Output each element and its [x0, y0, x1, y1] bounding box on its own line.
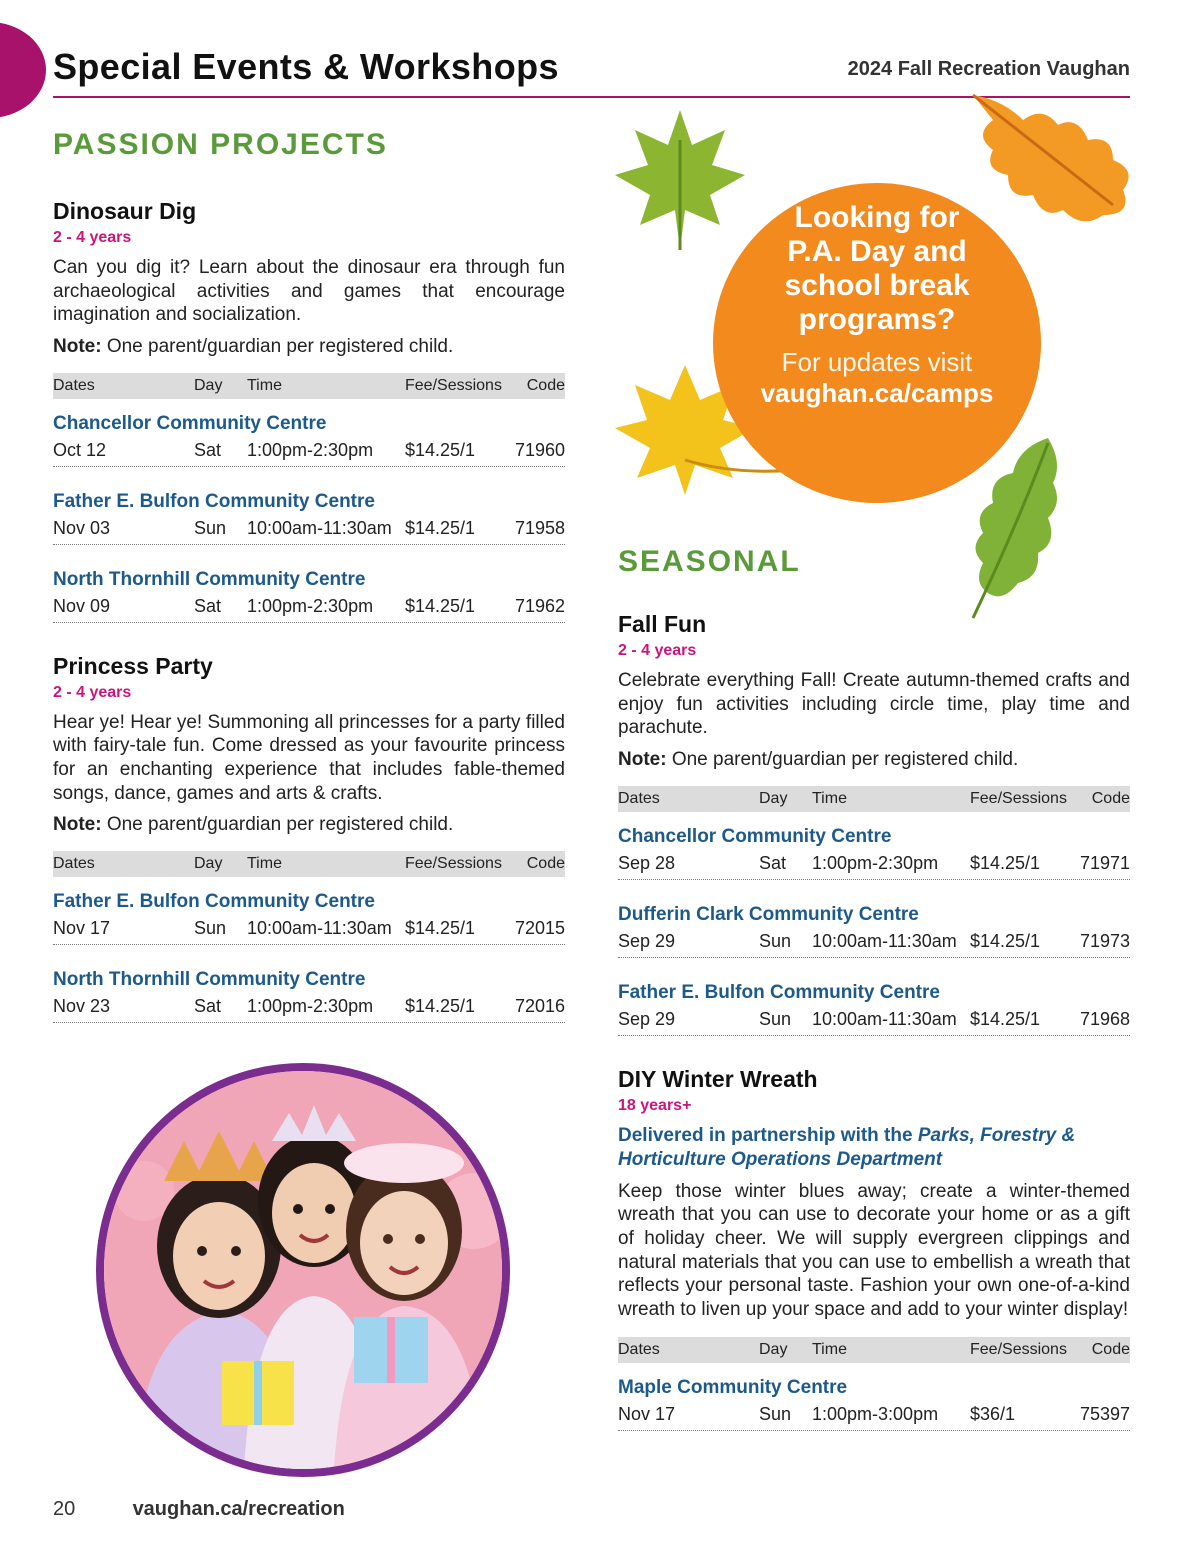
- col-dates: Dates: [618, 789, 660, 807]
- session-date: Nov 17: [618, 1404, 676, 1425]
- col-day: Day: [194, 855, 223, 873]
- age-range: 2 - 4 years: [53, 229, 132, 246]
- partnership-note: [618, 1124, 1130, 1172]
- col-dates: Dates: [618, 1341, 660, 1359]
- session-time: 10:00am-11:30am: [247, 918, 392, 939]
- col-code: Code: [526, 855, 565, 873]
- table-header: [53, 373, 565, 399]
- col-code: Code: [526, 376, 565, 394]
- table-header: [53, 851, 565, 877]
- col-code: Code: [1091, 1341, 1130, 1359]
- left-column: [53, 128, 565, 1051]
- program-princess-party: [53, 651, 565, 1023]
- table-row: [618, 1401, 1130, 1431]
- col-code: Code: [1091, 789, 1130, 807]
- session-fee: $14.25/1: [405, 439, 476, 460]
- promo-subtitle: For updates visit: [781, 347, 973, 377]
- location-name: Chancellor Community Centre: [618, 825, 892, 847]
- location-name: Dufferin Clark Community Centre: [618, 903, 919, 925]
- program-title: DIY Winter Wreath: [618, 1065, 818, 1092]
- session-code: 71958: [514, 517, 565, 538]
- session-date: Sep 28: [618, 852, 676, 873]
- session-date: Sep 29: [618, 1008, 676, 1029]
- program-note: [53, 335, 565, 359]
- location-name: North Thornhill Community Centre: [53, 568, 366, 590]
- session-day: Sat: [194, 595, 222, 616]
- promo-title: [713, 201, 1041, 337]
- location-name: Father E. Bulfon Community Centre: [618, 981, 940, 1003]
- session-day: Sun: [194, 918, 227, 939]
- session-time: 1:00pm-3:00pm: [812, 1404, 939, 1425]
- program-title: Fall Fun: [618, 611, 707, 637]
- col-day: Day: [194, 376, 223, 394]
- age-range: 2 - 4 years: [53, 683, 132, 701]
- session-day: Sat: [194, 996, 222, 1017]
- session-fee: $36/1: [970, 1404, 1016, 1425]
- note-text: One parent/guardian per registered child.: [666, 748, 1019, 770]
- session-day: Sun: [759, 1404, 792, 1425]
- program-diy-winter-wreath: [618, 1064, 1130, 1432]
- col-time: Time: [247, 855, 282, 873]
- program-description: Keep those winter blues away; create a winter-themed wreath that you can use to decorate your home or as a gift of holiday cheer. We will supply evergreen clippings and natural materials that you can use to embellish a wreath that reflects your personal taste. Fashion your own one-of-a-kind wreath to liven up your space and add to your winter display!: [618, 1180, 1130, 1320]
- session-time: 1:00pm-2:30pm: [247, 595, 374, 616]
- note-text: One parent/guardian per registered child.: [101, 814, 454, 836]
- program-title: Dinosaur Dig: [53, 198, 197, 224]
- col-fee: Fee/Sessions: [405, 855, 502, 873]
- footer-url-link[interactable]: vaughan.ca/recreation: [132, 1498, 345, 1520]
- promo-line: Looking for: [794, 201, 960, 234]
- session-fee: $14.25/1: [970, 1008, 1041, 1029]
- session-day: Sat: [194, 439, 222, 460]
- table-row: [53, 993, 565, 1023]
- right-column: [618, 545, 1130, 1459]
- session-code: 71968: [1079, 1008, 1130, 1029]
- session-day: Sun: [759, 1008, 792, 1029]
- session-time: 1:00pm-2:30pm: [247, 439, 374, 460]
- note-label: Note:: [618, 748, 667, 770]
- promo-line: school break: [784, 269, 970, 302]
- age-range: 2 - 4 years: [618, 642, 697, 659]
- session-time: 1:00pm-2:30pm: [247, 996, 374, 1017]
- table-row: [53, 515, 565, 545]
- session-date: Nov 17: [53, 918, 111, 939]
- program-title: Princess Party: [53, 652, 213, 679]
- col-time: Time: [247, 376, 282, 394]
- col-fee: Fee/Sessions: [970, 789, 1067, 807]
- program-note: [618, 748, 1130, 772]
- table-header: [618, 786, 1130, 812]
- promo-line: programs?: [798, 303, 956, 336]
- note-text: One parent/guardian per registered child.: [101, 335, 454, 357]
- session-date: Oct 12: [53, 439, 107, 460]
- location-name: Father E. Bulfon Community Centre: [53, 891, 375, 913]
- page-number: 20: [53, 1498, 76, 1520]
- promo-line: P.A. Day and: [787, 235, 967, 268]
- corner-tab-decoration: [0, 22, 46, 118]
- session-code: 71973: [1079, 930, 1130, 951]
- location-name: Father E. Bulfon Community Centre: [53, 490, 375, 512]
- page-title: Special Events & Workshops: [53, 46, 559, 87]
- page-footer: [53, 1498, 345, 1521]
- program-description: Celebrate everything Fall! Create autumn-themed crafts and enjoy fun activities including circle time, play time and parachute.: [618, 670, 1130, 739]
- session-day: Sun: [759, 930, 792, 951]
- session-date: Nov 09: [53, 595, 111, 616]
- session-code: 75397: [1079, 1404, 1130, 1425]
- session-date: Nov 23: [53, 996, 111, 1017]
- program-dinosaur-dig: [53, 196, 565, 623]
- session-fee: $14.25/1: [405, 996, 476, 1017]
- col-fee: Fee/Sessions: [405, 376, 502, 394]
- session-fee: $14.25/1: [970, 930, 1041, 951]
- location-name: Maple Community Centre: [618, 1377, 848, 1399]
- session-date: Nov 03: [53, 517, 111, 538]
- note-label: Note:: [53, 335, 102, 357]
- program-description: Can you dig it? Learn about the dinosaur era through fun archaeological activities and games that encourage imagination and socialization.: [53, 257, 565, 326]
- session-time: 1:00pm-2:30pm: [812, 852, 939, 873]
- session-fee: $14.25/1: [405, 517, 476, 538]
- session-code: 72015: [514, 918, 565, 939]
- session-day: Sat: [759, 852, 787, 873]
- section-heading-seasonal: SEASONAL: [618, 545, 801, 578]
- table-header: [618, 1337, 1130, 1363]
- session-fee: $14.25/1: [405, 918, 476, 939]
- table-row: [618, 928, 1130, 958]
- session-fee: $14.25/1: [405, 595, 476, 616]
- session-day: Sun: [194, 517, 227, 538]
- table-row: [618, 850, 1130, 880]
- col-time: Time: [812, 789, 847, 807]
- age-range: 18 years+: [618, 1096, 692, 1114]
- table-row: [53, 915, 565, 945]
- col-day: Day: [759, 1341, 788, 1359]
- section-heading-passion-projects: PASSION PROJECTS: [53, 128, 388, 161]
- session-time: 10:00am-11:30am: [812, 1008, 957, 1029]
- camps-promo-badge: [713, 183, 1041, 503]
- col-dates: Dates: [53, 376, 95, 394]
- col-fee: Fee/Sessions: [970, 1341, 1067, 1359]
- col-dates: Dates: [53, 855, 95, 873]
- princess-photo-illustration: [104, 1071, 502, 1469]
- location-name: North Thornhill Community Centre: [53, 969, 366, 991]
- session-fee: $14.25/1: [970, 852, 1041, 873]
- princess-photo: [96, 1063, 510, 1477]
- session-time: 10:00am-11:30am: [812, 930, 957, 951]
- partner-text: Delivered in partnership with the: [618, 1124, 918, 1146]
- session-code: 71962: [514, 595, 565, 616]
- publication-title: 2024 Fall Recreation Vaughan: [847, 58, 1130, 80]
- session-code: 71960: [514, 439, 565, 460]
- table-row: [53, 437, 565, 467]
- location-name: Chancellor Community Centre: [53, 412, 327, 434]
- program-note: [53, 813, 565, 837]
- program-fall-fun: [618, 609, 1130, 1036]
- session-code: 72016: [514, 996, 565, 1017]
- table-row: [53, 593, 565, 623]
- program-description: Hear ye! Hear ye! Summoning all princesses for a party filled with fairy-tale fun. Come dressed as your favourite princess for an enchanting experience that includes fable-themed songs, dance, games and arts & crafts.: [53, 711, 565, 804]
- session-code: 71971: [1079, 852, 1130, 873]
- session-time: 10:00am-11:30am: [247, 517, 392, 538]
- partner-department: Parks, Forestry & Horticulture Operations Department: [618, 1124, 1076, 1170]
- promo-url-link[interactable]: vaughan.ca/camps: [760, 378, 994, 408]
- col-day: Day: [759, 789, 788, 807]
- note-label: Note:: [53, 814, 102, 836]
- session-date: Sep 29: [618, 930, 676, 951]
- col-time: Time: [812, 1341, 847, 1359]
- table-row: [618, 1006, 1130, 1036]
